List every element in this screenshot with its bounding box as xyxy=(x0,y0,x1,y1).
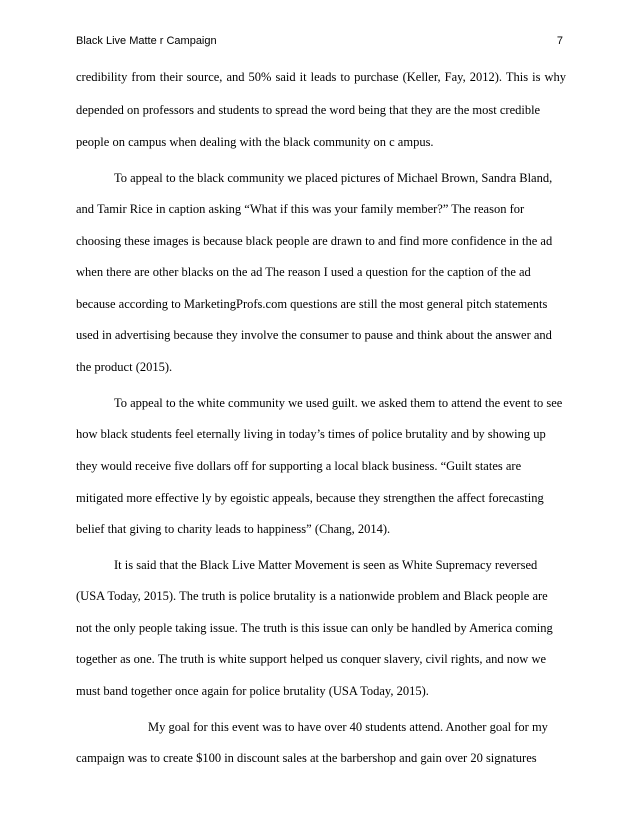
text-line: (USA Today, 2015). The truth is police brutality is a nationwide problem and Black people are xyxy=(76,589,548,603)
text-line: mitigated more effective ly by egoistic appeals, because they strengthen the affect forecasting xyxy=(76,491,544,505)
text-line: people on campus when dealing with the black community on c ampus. xyxy=(76,135,434,149)
text-line: together as one. The truth is white support helped us conquer slavery, civil rights, and now we xyxy=(76,652,547,666)
text-line: campaign was to create $100 in discount sales at the barbershop and gain over 20 signatures xyxy=(76,751,537,765)
text-line: credibility from their source, and 50% said it leads to purchase (Keller, Fay, 2012). This is why xyxy=(76,70,566,84)
text-line: It is said that the Black Live Matter Movement is seen as White Supremacy reversed xyxy=(114,558,538,572)
text-line: not the only people taking issue. The truth is this issue can only be handled by America coming xyxy=(76,621,553,635)
text-line: choosing these images is because black people are drawn to and find more confidence in the ad xyxy=(76,234,553,248)
text-line: depended on professors and students to spread the word being that they are the most credible xyxy=(76,103,541,117)
text-line: and Tamir Rice in caption asking “What if this was your family member?” The reason for xyxy=(76,202,525,216)
text-line: To appeal to the black community we placed pictures of Michael Brown, Sandra Bland, xyxy=(114,171,553,185)
text-line: To appeal to the white community we used guilt. we asked them to attend the event to see xyxy=(114,396,563,410)
text-line: because according to MarketingProfs.com questions are still the most general pitch statements xyxy=(76,297,548,311)
text-line: belief that giving to charity leads to happiness” (Chang, 2014). xyxy=(76,522,391,536)
page-header xyxy=(76,35,563,47)
running-title: Black Live Matte r Campaign xyxy=(76,35,217,47)
text-line: My goal for this event was to have over 40 students attend. Another goal for my xyxy=(148,720,548,734)
text-line: how black students feel eternally living in today’s times of police brutality and by showing up xyxy=(76,427,546,441)
text-line: when there are other blacks on the ad The reason I used a question for the caption of the ad xyxy=(76,265,531,279)
page-number: 7 xyxy=(556,35,563,47)
text-line: used in advertising because they involve the consumer to pause and think about the answer and xyxy=(76,328,552,342)
text-line: the product (2015). xyxy=(76,360,173,374)
text-line: they would receive five dollars off for supporting a local black business. “Guilt states are xyxy=(76,459,522,473)
text-line: must band together once again for police brutality (USA Today, 2015). xyxy=(76,684,429,698)
